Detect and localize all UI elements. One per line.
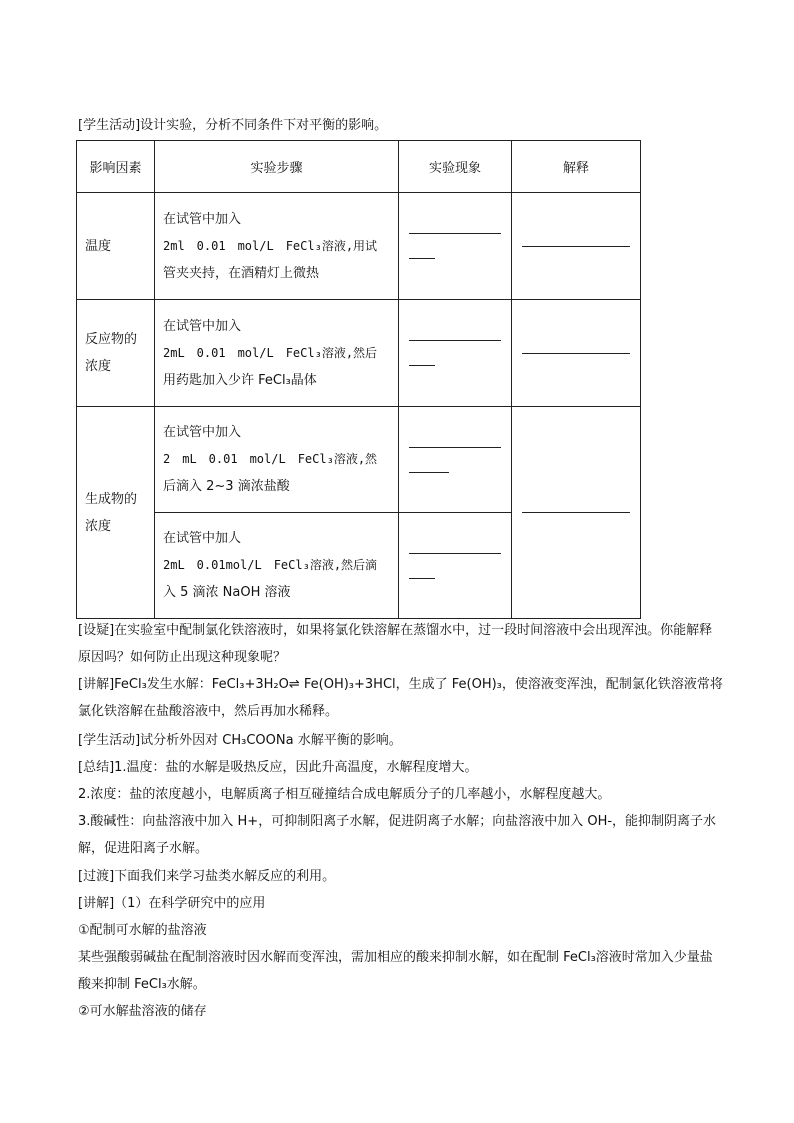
intro-text: [学生活动]设计实验，分析不同条件下对平衡的影响。 [78, 118, 388, 133]
step-line: 2 mL 0.01 mol/L FeCl₃溶液,然 [163, 452, 378, 466]
step-line: 2mL 0.01 mol/L FeCl₃溶液,然后 [163, 345, 378, 360]
blank-line [409, 472, 449, 473]
phenomenon-blank [399, 300, 512, 407]
header-factor: 影响因素 [77, 141, 155, 193]
blank-line [522, 353, 630, 354]
step-line: 在试管中加人 [163, 531, 242, 546]
header-explanation: 解释 [512, 141, 641, 193]
steps-cell [155, 513, 399, 619]
blank-line [409, 233, 501, 234]
step-line: 在试管中加入 [163, 425, 242, 440]
paragraph-explanation: [讲解]FeCl₃发生水解：FeCl₃+3H₂O⇌ Fe(OH)₃+3HCl，生成了 Fe(OH)₃，使溶液变浑浊，配制氯化铁溶液常将氯化铁溶解在盐酸溶液中，然后再加水稀释。 [78, 677, 723, 719]
paragraph-item-2: ②可水解盐溶液的储存 [78, 1004, 207, 1019]
table-header-row [77, 141, 641, 193]
experiment-table [76, 140, 641, 619]
blank-line [522, 246, 630, 247]
blank-line [409, 365, 435, 366]
step-line: 2ml 0.01 mol/L FeCl₃溶液,用试 [163, 238, 378, 253]
factor-label: 浓度 [85, 359, 112, 374]
paragraph-transition: [过渡]下面我们来学习盐类水解反应的利用。 [78, 869, 336, 884]
steps-cell [155, 193, 399, 300]
phenomenon-blank [399, 513, 512, 619]
steps-cell [155, 300, 399, 407]
paragraph-summary-concentration: 2.浓度：盐的浓度越小，电解质离子相互碰撞结合成电解质分子的几率越小，水解程度越大。 [78, 787, 611, 802]
explanation-blank [512, 300, 641, 407]
step-line: 在试管中加入 [163, 211, 242, 227]
step-line: 管夹夹持，在酒精灯上微热 [163, 265, 320, 281]
header-steps: 实验步骤 [155, 141, 399, 193]
factor-label: 温度 [85, 238, 112, 254]
blank-line [522, 512, 630, 513]
step-line: 2mL 0.01mol/L FeCl₃溶液,然后滴 [163, 558, 378, 572]
explanation-blank [512, 407, 641, 619]
explanation-blank [512, 193, 641, 300]
phenomenon-blank [399, 407, 512, 513]
table-row [77, 407, 641, 513]
blank-line [409, 578, 435, 579]
blank-line [409, 340, 501, 341]
table-row [77, 193, 641, 300]
paragraph-question: [设疑]在实验室中配制氯化铁溶液时，如果将氯化铁溶解在蒸馏水中，过一段时间溶液中会出现浑浊。你能解释原因吗？如何防止出现这种现象呢？ [78, 623, 713, 665]
blank-line [409, 447, 501, 448]
step-line: 用药匙加入少许 FeCl₃晶体 [163, 372, 317, 388]
step-line: 入 5 滴浓 NaOH 溶液 [163, 585, 291, 600]
factor-label: 反应物的 [85, 332, 138, 347]
paragraph-summary-temperature: [总结]1.温度：盐的水解是吸热反应，因此升高温度，水解程度增大。 [78, 760, 478, 775]
factor-product-concentration [77, 407, 155, 619]
factor-reactant-concentration [77, 300, 155, 407]
paragraph-item-1-detail: 某些强酸弱碱盐在配制溶液时因水解而变浑浊，需加相应的酸来抑制水解，如在配制 FeCl₃溶液时常加入少量盐酸来抑制 FeCl₃水解。 [78, 950, 713, 992]
phenomenon-blank [399, 193, 512, 300]
blank-line [409, 553, 501, 554]
header-phenomenon: 实验现象 [399, 141, 512, 193]
paragraph-item-1: ①配制可水解的盐溶液 [78, 923, 207, 938]
steps-cell [155, 407, 399, 513]
paragraph-student-activity: [学生活动]试分析外因对 CH₃COONa 水解平衡的影响。 [78, 733, 402, 748]
step-line: 后滴入 2~3 滴浓盐酸 [163, 479, 290, 494]
factor-temperature [77, 193, 155, 300]
step-line: 在试管中加入 [163, 318, 242, 334]
factor-label: 生成物的 [85, 491, 138, 507]
blank-line [409, 258, 435, 259]
table-row [77, 300, 641, 407]
paragraph-lecture-heading: [讲解]（1）在科学研究中的应用 [78, 896, 266, 911]
paragraph-summary-acidity: 3.酸碱性：向盐溶液中加入 H+，可抑制阳离子水解，促进阴离子水解；向盐溶液中加入 OH-，能抑制阴离子水解，促进阳离子水解。 [78, 814, 717, 856]
factor-label: 浓度 [85, 518, 112, 534]
